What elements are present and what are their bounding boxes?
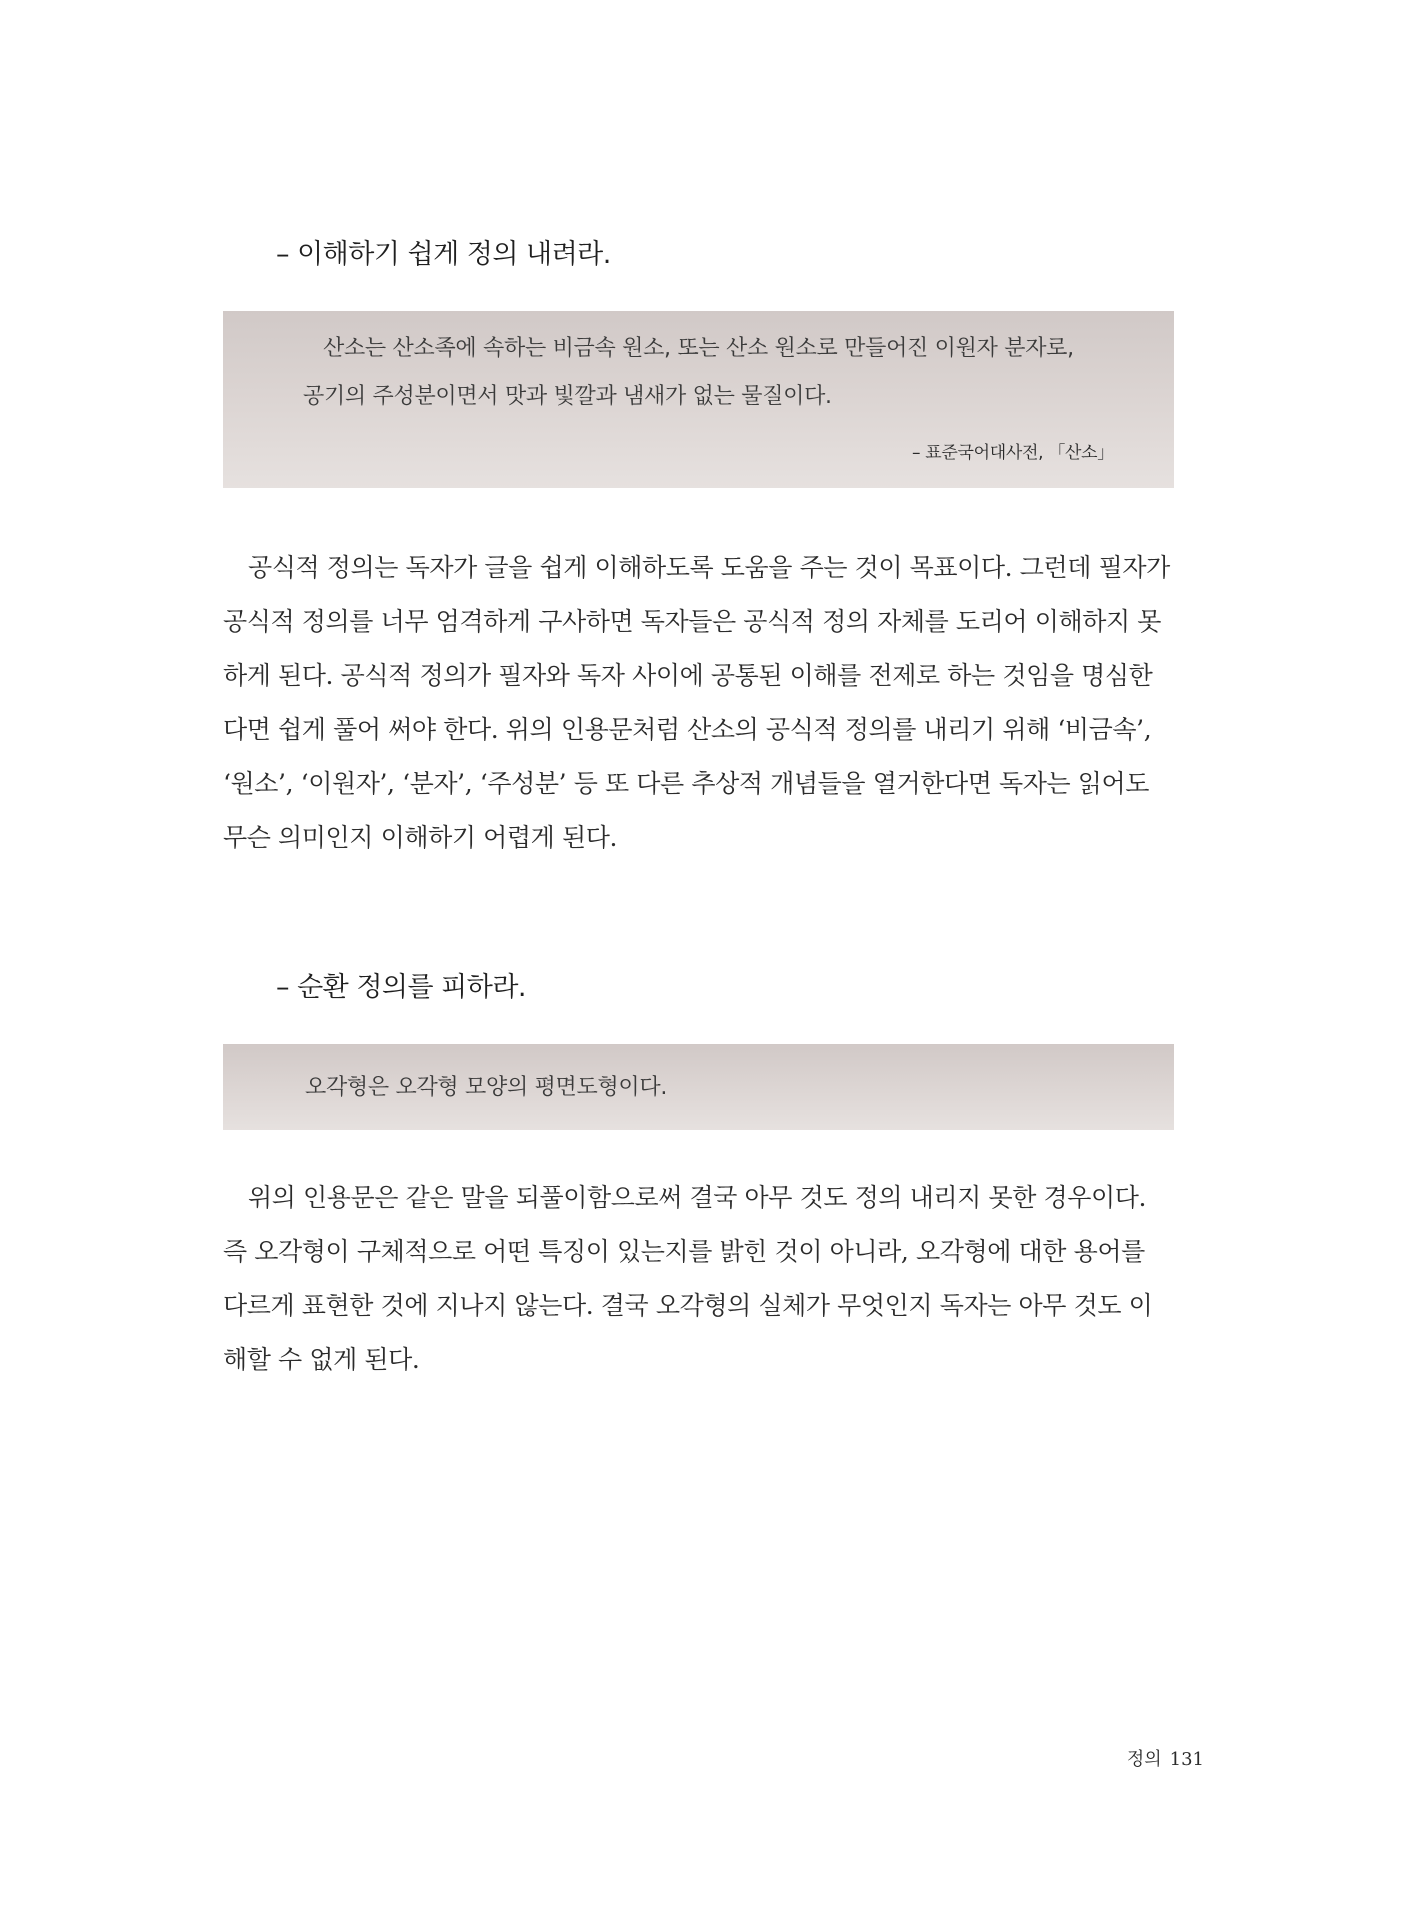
- quote-line: 공기의 주성분이면서 맛과 빛깔과 냄새가 없는 물질이다.: [303, 384, 832, 409]
- section-heading-easy-definition: – 이해하기 쉽게 정의 내려라.: [276, 239, 611, 270]
- quote-line: 오각형은 오각형 모양의 평면도형이다.: [305, 1075, 668, 1100]
- page-number: 131: [1169, 1749, 1204, 1770]
- quote-line: 산소는 산소족에 속하는 비금속 원소, 또는 산소 원소로 만들어진 이원자 분자로,: [323, 336, 1074, 361]
- section-heading-circular-definition: – 순환 정의를 피하라.: [276, 972, 526, 1003]
- paragraph-line: 위의 인용문은 같은 말을 되풀이함으로써 결국 아무 것도 정의 내리지 못한 경우이다.: [248, 1183, 1147, 1212]
- paragraph-line: 다면 쉽게 풀어 써야 한다. 위의 인용문처럼 산소의 공식적 정의를 내리기 위해 ‘비금속’,: [223, 715, 1152, 744]
- quote-source: – 표준국어대사전, 「산소」: [911, 443, 1114, 463]
- paragraph-line: 하게 된다. 공식적 정의가 필자와 독자 사이에 공통된 이해를 전제로 하는 것임을 명심한: [223, 661, 1153, 690]
- paragraph-line: 공식적 정의는 독자가 글을 쉽게 이해하도록 도움을 주는 것이 목표이다. 그런데 필자가: [248, 553, 1170, 582]
- paragraph-line: 공식적 정의를 너무 엄격하게 구사하면 독자들은 공식적 정의 자체를 도리어 이해하지 못: [223, 607, 1162, 636]
- paragraph-line: 즉 오각형이 구체적으로 어떤 특징이 있는지를 밝힌 것이 아니라, 오각형에 대한 용어를: [223, 1237, 1145, 1266]
- chapter-label: 정의: [1126, 1749, 1162, 1770]
- paragraph-line: 무슨 의미인지 이해하기 어렵게 된다.: [223, 823, 617, 852]
- quote-box-pentagon: [223, 1044, 1174, 1130]
- page-footer: [1127, 1745, 1204, 1771]
- paragraph-line: ‘원소’, ‘이원자’, ‘분자’, ‘주성분’ 등 또 다른 추상적 개념들을 열거한다면 독자는 읽어도: [223, 769, 1150, 798]
- quote-box-oxygen: [223, 311, 1174, 488]
- paragraph-line: 해할 수 없게 된다.: [223, 1345, 420, 1374]
- paragraph-line: 다르게 표현한 것에 지나지 않는다. 결국 오각형의 실체가 무엇인지 독자는 아무 것도 이: [223, 1291, 1153, 1320]
